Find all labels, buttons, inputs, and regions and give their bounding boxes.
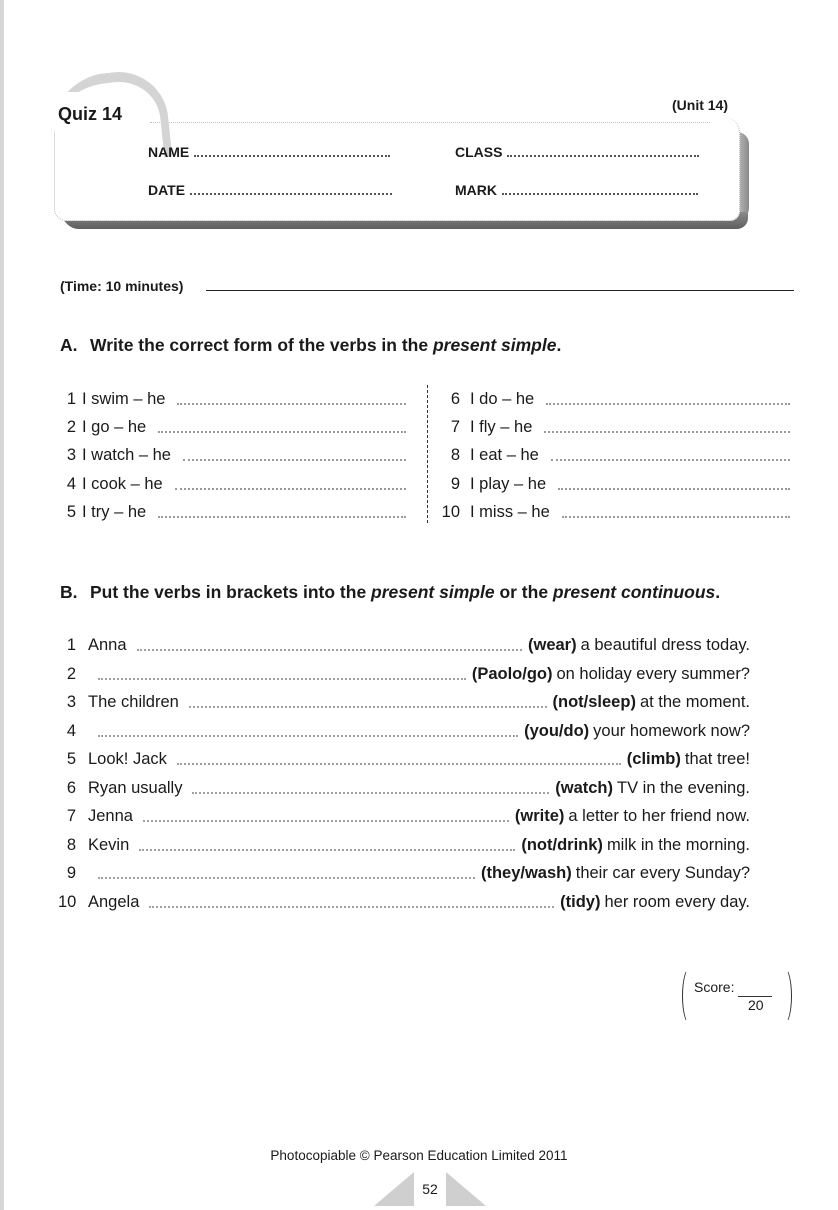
date-field[interactable] bbox=[148, 182, 392, 198]
item-number: 8 bbox=[450, 445, 460, 464]
sentence-end: your homework now? bbox=[593, 721, 750, 740]
item-number: 9 bbox=[66, 863, 76, 882]
section-a-item[interactable] bbox=[440, 473, 790, 495]
sentence-end: a letter to her friend now. bbox=[568, 806, 750, 825]
section-b-heading bbox=[60, 582, 720, 603]
section-a-instruction: Write the correct form of the verbs in the bbox=[90, 335, 433, 355]
section-b-item[interactable] bbox=[58, 833, 750, 857]
date-label: DATE bbox=[148, 182, 186, 198]
item-number: 5 bbox=[66, 502, 76, 521]
time-line bbox=[206, 290, 794, 291]
answer-line bbox=[137, 640, 522, 651]
score-total: 20 bbox=[748, 997, 764, 1013]
item-number: 1 bbox=[66, 389, 76, 408]
sentence-start: Jenna bbox=[88, 806, 133, 825]
section-a-item[interactable] bbox=[60, 444, 406, 466]
sentence-end: a beautiful dress today. bbox=[580, 635, 750, 654]
item-number: 6 bbox=[66, 778, 76, 797]
answer-line bbox=[175, 479, 406, 490]
verb-prompt: (write) bbox=[514, 806, 565, 825]
answer-line bbox=[177, 754, 621, 765]
unit-label: (Unit 14) bbox=[672, 97, 728, 113]
sentence-start: Angela bbox=[88, 892, 140, 911]
page-number: 52 bbox=[422, 1181, 438, 1197]
item-number: 4 bbox=[66, 721, 76, 740]
section-b-letter: B. bbox=[60, 582, 78, 602]
item-number: 8 bbox=[66, 835, 76, 854]
date-dotted-line bbox=[190, 192, 392, 195]
section-b-instruction: Put the verbs in brackets into the bbox=[90, 582, 372, 602]
section-b-item[interactable] bbox=[58, 662, 750, 686]
answer-line bbox=[189, 697, 547, 708]
section-b-item[interactable] bbox=[58, 890, 750, 914]
answer-line bbox=[551, 450, 790, 461]
item-prompt: I miss – he bbox=[470, 502, 550, 521]
score-left-bracket bbox=[682, 968, 697, 1024]
answer-line bbox=[558, 479, 790, 490]
item-number: 4 bbox=[66, 474, 76, 493]
section-a-item[interactable] bbox=[60, 501, 406, 523]
sentence-end: milk in the morning. bbox=[606, 835, 750, 854]
item-number: 3 bbox=[66, 692, 76, 711]
verb-prompt: (climb) bbox=[626, 749, 681, 768]
item-prompt: I fly – he bbox=[470, 417, 533, 436]
sentence-end: on holiday every summer? bbox=[556, 664, 750, 683]
name-field[interactable] bbox=[148, 144, 390, 160]
item-prompt: I swim – he bbox=[82, 389, 166, 408]
section-b-tense-2: present continuous bbox=[552, 582, 716, 602]
answer-line bbox=[158, 507, 406, 518]
answer-line bbox=[149, 897, 554, 908]
section-a-letter: A. bbox=[60, 335, 78, 355]
item-prompt: I watch – he bbox=[82, 445, 171, 464]
answer-line bbox=[177, 394, 406, 405]
verb-prompt: (not/sleep) bbox=[552, 692, 636, 711]
section-b-item[interactable] bbox=[58, 804, 750, 828]
class-field[interactable] bbox=[455, 144, 699, 160]
section-b-item[interactable] bbox=[58, 690, 750, 714]
sentence-start: Anna bbox=[88, 635, 127, 654]
verb-prompt: (watch) bbox=[555, 778, 613, 797]
verb-prompt: (tidy) bbox=[560, 892, 601, 911]
page-number-tab bbox=[374, 1168, 486, 1206]
mark-field[interactable] bbox=[455, 182, 698, 198]
section-b-instruction-mid: or the bbox=[494, 582, 553, 602]
quiz-title: Quiz 14 bbox=[45, 92, 149, 136]
answer-line bbox=[546, 394, 790, 405]
class-label: CLASS bbox=[455, 144, 503, 160]
item-number: 10 bbox=[58, 892, 77, 911]
section-a-heading bbox=[60, 335, 561, 356]
score-box bbox=[680, 968, 794, 1024]
answer-line bbox=[158, 422, 406, 433]
item-number: 10 bbox=[441, 502, 460, 521]
verb-prompt: (you/do) bbox=[524, 721, 590, 740]
item-number: 1 bbox=[66, 635, 76, 654]
item-number: 6 bbox=[450, 389, 460, 408]
item-prompt: I cook – he bbox=[82, 474, 163, 493]
section-a-item[interactable] bbox=[440, 501, 790, 523]
answer-line bbox=[192, 783, 549, 794]
answer-line bbox=[544, 422, 790, 433]
answer-line bbox=[139, 840, 515, 851]
header-top-border bbox=[150, 122, 710, 123]
score-label: Score: bbox=[694, 979, 735, 995]
answer-line bbox=[562, 507, 790, 518]
column-divider bbox=[427, 385, 428, 523]
answer-line bbox=[98, 726, 518, 737]
answer-line bbox=[143, 811, 509, 822]
sentence-end: their car every Sunday? bbox=[575, 863, 750, 882]
sentence-start: Look! Jack bbox=[88, 749, 167, 768]
item-prompt: I go – he bbox=[82, 417, 147, 436]
score-right-bracket bbox=[777, 968, 792, 1024]
answer-line bbox=[183, 450, 406, 461]
item-prompt: I do – he bbox=[470, 389, 535, 408]
section-a-period: . bbox=[556, 335, 562, 355]
answer-line bbox=[98, 868, 475, 879]
sentence-end: at the moment. bbox=[639, 692, 750, 711]
copyright-footer: Photocopiable © Pearson Education Limited 2011 bbox=[270, 1148, 568, 1163]
section-b-tense-1: present simple bbox=[371, 582, 495, 602]
section-b-item[interactable] bbox=[58, 861, 750, 885]
section-b-item[interactable] bbox=[58, 776, 750, 800]
class-dotted-line bbox=[507, 154, 699, 157]
mark-label: MARK bbox=[455, 182, 497, 198]
item-number: 2 bbox=[66, 664, 76, 683]
item-prompt: I try – he bbox=[82, 502, 147, 521]
verb-prompt: (not/drink) bbox=[521, 835, 603, 854]
name-label: NAME bbox=[148, 144, 190, 160]
section-a-item[interactable] bbox=[60, 388, 406, 410]
sentence-end: TV in the evening. bbox=[617, 778, 750, 797]
section-b-item[interactable] bbox=[58, 719, 750, 743]
verb-prompt: (they/wash) bbox=[480, 863, 572, 882]
section-a-item[interactable] bbox=[440, 444, 790, 466]
name-dotted-line bbox=[194, 154, 390, 157]
section-b-item[interactable] bbox=[58, 633, 750, 657]
time-label: (Time: 10 minutes) bbox=[60, 278, 184, 294]
item-number: 7 bbox=[66, 806, 76, 825]
item-number: 7 bbox=[450, 417, 460, 436]
sentence-start: Ryan usually bbox=[88, 778, 183, 797]
answer-line bbox=[98, 669, 466, 680]
sentence-start: Kevin bbox=[88, 835, 130, 854]
page-edge bbox=[0, 0, 4, 1210]
section-a-item[interactable] bbox=[440, 416, 790, 438]
section-b-item[interactable] bbox=[58, 747, 750, 771]
section-a-item[interactable] bbox=[440, 388, 790, 410]
section-a-item[interactable] bbox=[60, 416, 406, 438]
item-number: 5 bbox=[66, 749, 76, 768]
sentence-end: that tree! bbox=[684, 749, 750, 768]
sentence-start: The children bbox=[88, 692, 179, 711]
item-number: 3 bbox=[66, 445, 76, 464]
section-b-period: . bbox=[715, 582, 721, 602]
mark-dotted-line bbox=[502, 192, 698, 195]
item-prompt: I eat – he bbox=[470, 445, 539, 464]
item-prompt: I play – he bbox=[470, 474, 547, 493]
verb-prompt: (Paolo/go) bbox=[471, 664, 553, 683]
sentence-end: her room every day. bbox=[604, 892, 750, 911]
section-a-item[interactable] bbox=[60, 473, 406, 495]
item-number: 2 bbox=[66, 417, 76, 436]
item-number: 9 bbox=[450, 474, 460, 493]
verb-prompt: (wear) bbox=[528, 635, 577, 654]
section-a-tense: present simple bbox=[432, 335, 557, 355]
